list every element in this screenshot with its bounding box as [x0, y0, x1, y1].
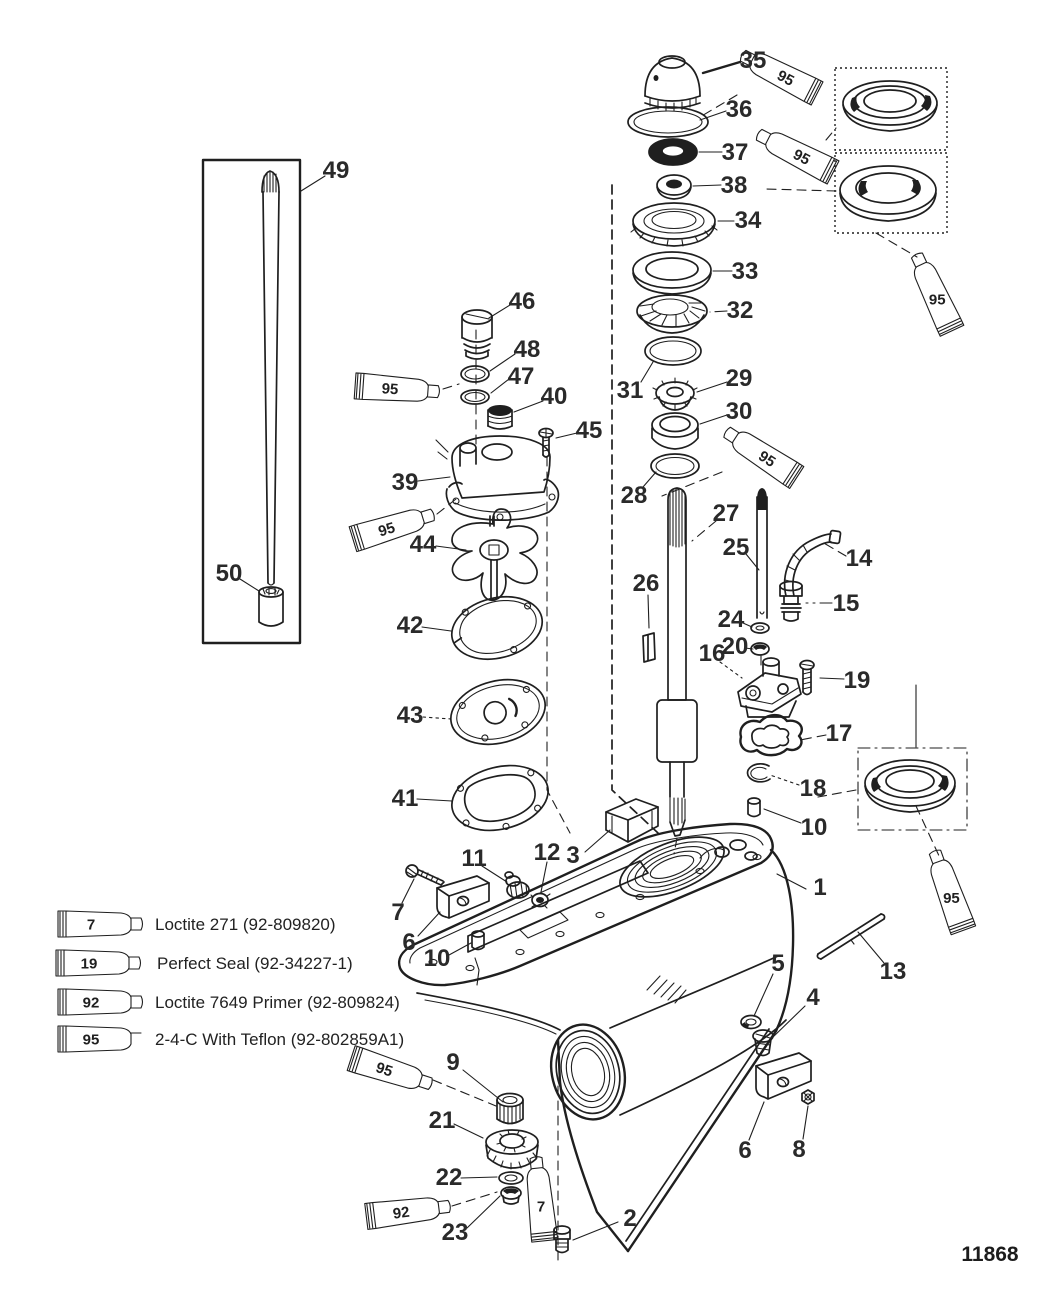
part-oring-31 — [645, 337, 701, 365]
part-bearing-9 — [497, 1094, 523, 1125]
part-driveshaft-27 — [657, 488, 697, 836]
part-cap-40 — [488, 405, 512, 429]
part-shift-shaft-25 — [757, 488, 767, 618]
part-fitting-15 — [780, 582, 802, 622]
callout-23: 23 — [441, 1219, 469, 1246]
callout-4: 4 — [806, 984, 820, 1011]
legend-tube-number: 7 — [86, 916, 96, 934]
callout-11: 11 — [461, 845, 487, 872]
part-washer-12 — [531, 894, 550, 909]
part-water-hose-14 — [785, 530, 841, 596]
part-dowel-pin-10-left — [472, 931, 484, 985]
part-bearing-carrier-cap-35 — [645, 56, 700, 111]
part-screw-19 — [800, 661, 814, 695]
callout-47: 47 — [507, 363, 535, 390]
legend-label: Perfect Seal (92-34227-1) — [157, 954, 353, 973]
tube-number: 95 — [774, 67, 797, 90]
part-key-26 — [643, 633, 655, 662]
legend-tube-number: 19 — [80, 955, 98, 973]
callout-6: 6 — [738, 1137, 752, 1164]
callout-10: 10 — [423, 945, 451, 972]
callout-25: 25 — [722, 534, 750, 561]
callout-48: 48 — [513, 336, 541, 363]
tube-number: 95 — [943, 889, 960, 907]
part-washer-22 — [499, 1172, 523, 1184]
legend-label: 2-4-C With Teflon (92-802859A1) — [155, 1030, 405, 1049]
part-seal-37 — [649, 139, 697, 165]
part-washer-38 — [657, 175, 691, 199]
part-race-30 — [652, 413, 698, 449]
detail-box-propshaft-bearing — [858, 685, 967, 830]
callout-39: 39 — [391, 469, 419, 496]
part-nut-8 — [802, 1090, 814, 1104]
sealant-tube-icon — [58, 989, 143, 1015]
sealant-tube-95 — [354, 373, 440, 405]
callout-43: 43 — [396, 702, 424, 729]
sealant-tube-95 — [347, 1046, 435, 1097]
legend-label: Loctite 271 (92-809820) — [155, 915, 336, 934]
part-nut-23 — [501, 1187, 521, 1204]
callout-33: 33 — [731, 258, 759, 285]
part-oring-28 — [651, 454, 699, 478]
callout-29: 29 — [725, 365, 753, 392]
legend-label: Loctite 7649 Primer (92-809824) — [155, 993, 400, 1012]
callout-2: 2 — [623, 1205, 637, 1232]
sealant-tube-92 — [365, 1193, 452, 1229]
callout-3: 3 — [566, 842, 580, 869]
part-race-33 — [633, 252, 711, 294]
callout-27: 27 — [712, 500, 740, 527]
part-gasket-41 — [445, 756, 555, 841]
tube-number: 7 — [536, 1198, 546, 1216]
callout-35: 35 — [739, 47, 767, 74]
part-water-pump-housing-39 — [436, 436, 558, 520]
callout-28: 28 — [620, 482, 648, 509]
callout-42: 42 — [396, 612, 424, 639]
legend-tube-number: 95 — [82, 1031, 100, 1049]
callout-46: 46 — [508, 288, 536, 315]
part-plug-46 — [462, 310, 492, 359]
callout-5: 5 — [771, 950, 785, 977]
callout-14: 14 — [845, 545, 873, 572]
part-screw-7 — [406, 865, 444, 885]
sealant-tube-95 — [905, 249, 964, 337]
part-face-plate-43 — [444, 670, 552, 753]
callout-50: 50 — [215, 560, 243, 587]
callout-17: 17 — [825, 720, 853, 747]
leader-lines — [240, 62, 940, 1240]
sealant-tube-95 — [752, 122, 839, 184]
detail-box-upper-bearing — [835, 68, 947, 150]
tube-number: 95 — [755, 447, 779, 471]
legend-row — [56, 950, 353, 976]
part-impeller-44 — [452, 509, 538, 600]
callout-1: 1 — [813, 874, 827, 901]
callout-12: 12 — [533, 839, 561, 866]
callout-16: 16 — [698, 640, 726, 667]
callout-13: 13 — [879, 958, 907, 985]
callout-9: 9 — [446, 1049, 460, 1076]
diagram-artwork — [203, 56, 967, 1262]
callout-45: 45 — [575, 417, 603, 444]
tube-number: 95 — [381, 380, 399, 399]
part-tapered-race-34 — [631, 203, 717, 246]
sealant-tube-95 — [922, 846, 975, 934]
legend-row — [58, 911, 336, 937]
part-dowel-pin-10-right — [748, 798, 760, 817]
callout-15: 15 — [832, 590, 860, 617]
callout-7: 7 — [391, 899, 405, 926]
tube-number: 95 — [790, 146, 813, 169]
sealant-tube-7 — [523, 1155, 558, 1242]
callout-31: 31 — [616, 377, 644, 404]
callout-19: 19 — [843, 667, 871, 694]
callout-38: 38 — [720, 172, 748, 199]
part-shift-cam-16 — [738, 658, 801, 717]
part-oring-48 — [461, 366, 489, 382]
callout-40: 40 — [540, 383, 568, 410]
part-anode-6-upper — [437, 876, 489, 918]
sealant-tube-95 — [719, 421, 804, 489]
part-screw-45 — [539, 429, 553, 458]
callout-26: 26 — [632, 570, 660, 597]
tube-number: 95 — [373, 1059, 395, 1081]
legend-tube-number: 92 — [82, 994, 100, 1012]
callout-32: 32 — [726, 297, 754, 324]
legend-row — [58, 989, 400, 1015]
part-nut-20 — [751, 643, 769, 655]
callout-24: 24 — [717, 606, 745, 633]
callout-10: 10 — [800, 814, 828, 841]
tube-number: 95 — [376, 519, 398, 541]
callout-49: 49 — [322, 157, 350, 184]
callout-34: 34 — [734, 207, 762, 234]
tube-number: 92 — [391, 1203, 411, 1223]
part-gasket-17 — [740, 715, 801, 755]
callout-44: 44 — [409, 531, 437, 558]
drawing-number: 11868 — [961, 1243, 1019, 1266]
sealant-tube-icon — [58, 1026, 141, 1052]
legend-row — [58, 1026, 404, 1052]
part-oring-47 — [461, 390, 489, 404]
tube-number: 95 — [928, 291, 946, 309]
callout-21: 21 — [428, 1107, 456, 1134]
detail-box-lower-race — [835, 153, 947, 233]
callout-18: 18 — [799, 775, 827, 802]
sealant-tube-icon — [58, 911, 143, 937]
callout-37: 37 — [721, 139, 749, 166]
part-tapered-bearing-32 — [637, 295, 707, 333]
part-oring-36 — [628, 107, 708, 137]
sealant-tube-icon — [56, 950, 141, 976]
sealant-tubes — [347, 43, 975, 1242]
callout-36: 36 — [725, 96, 753, 123]
callout-22: 22 — [435, 1164, 463, 1191]
part-washer-5 — [741, 1016, 761, 1029]
part-washer-24 — [751, 623, 769, 633]
callout-8: 8 — [792, 1136, 806, 1163]
callout-20: 20 — [721, 633, 749, 660]
part-retaining-ring-18 — [748, 764, 770, 782]
part-pinion-bearing-29 — [653, 378, 697, 410]
callout-6: 6 — [402, 929, 416, 956]
sealant-legend — [56, 911, 404, 1052]
callout-30: 30 — [725, 398, 753, 425]
callout-41: 41 — [391, 785, 419, 812]
